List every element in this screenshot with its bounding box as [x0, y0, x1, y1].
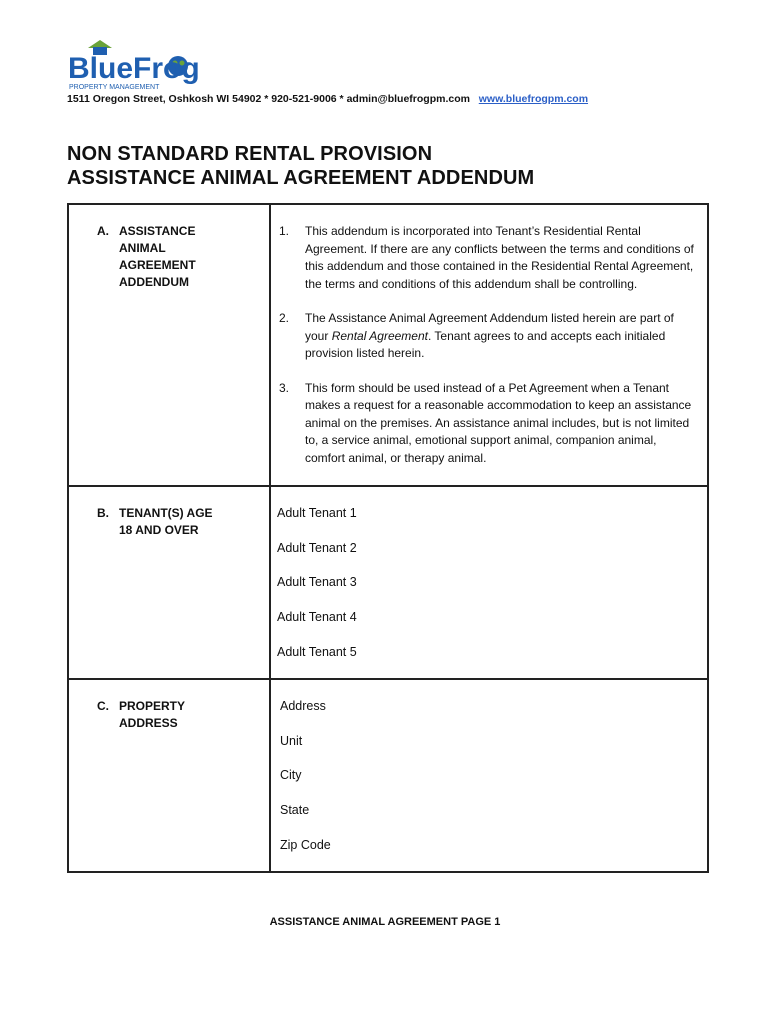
address-field[interactable]: Address [280, 699, 326, 713]
title-line-1: NON STANDARD RENTAL PROVISION [67, 143, 433, 165]
bluefrog-logo [66, 40, 211, 92]
section-c-letter: C. [97, 699, 109, 713]
adult-tenant-3-field[interactable]: Adult Tenant 3 [277, 575, 357, 590]
state-field[interactable]: State [280, 803, 310, 818]
zip-code-field[interactable]: Zip Code [280, 837, 331, 852]
section-b-label: TENANT(S) AGE 18 AND OVER [119, 506, 213, 537]
provision-item [279, 223, 697, 293]
logo-tagline: PROPERTY MANAGEMENT [69, 84, 160, 91]
contact-details: 1511 Oregon Street, Oshkosh WI 54902 * 920-521-9006 * admin@bluefrogpm.com [67, 93, 470, 105]
contact-line [67, 93, 588, 105]
section-c-content-cell [270, 679, 708, 872]
website-link[interactable]: www.bluefrogpm.com [478, 93, 589, 105]
title-line-2: ASSISTANCE ANIMAL AGREEMENT ADDENDUM [67, 167, 535, 189]
provision-number: 3. [279, 380, 290, 395]
adult-tenant-1-field[interactable]: Adult Tenant 1 [277, 506, 357, 520]
section-a-label: ASSISTANCE ANIMAL AGREEMENT ADDENDUM [119, 224, 196, 289]
provision-item [279, 380, 697, 468]
section-b-label-cell [68, 486, 270, 679]
addendum-table [67, 203, 709, 873]
page-footer: ASSISTANCE ANIMAL AGREEMENT PAGE 1 [269, 916, 501, 928]
section-b-letter: B. [97, 506, 109, 520]
provision-text: This form should be used instead of a Pet Agreement when a Tenant makes a request for a reasonable accommodation to keep an assistance animal on the premises. An assistance animal includes, but is not limited to, a service animal, emotional support animal, companion animal, comfort animal, or therapy animal. [305, 380, 692, 465]
provision-number: 1. [279, 224, 290, 238]
logo-wordmark: BlueFrog [68, 52, 200, 85]
section-c-label-cell [68, 679, 270, 872]
adult-tenant-5-field[interactable]: Adult Tenant 5 [277, 644, 357, 659]
adult-tenant-2-field[interactable]: Adult Tenant 2 [277, 540, 357, 555]
section-a-content-cell [270, 204, 708, 486]
provision-number: 2. [279, 311, 290, 325]
section-c-row [68, 679, 708, 872]
provision-item [279, 310, 697, 363]
section-b-row [68, 486, 708, 679]
section-b-content-cell [270, 486, 708, 679]
provision-text: This addendum is incorporated into Tenant’s Residential Rental Agreement. If there are any conflicts between the terms and conditions of this addendum and those contained in the Residential Rental Agreement, the terms and conditions of this addendum shall be controlling. [305, 224, 694, 291]
unit-field[interactable]: Unit [280, 733, 303, 748]
section-a-label-cell [68, 204, 270, 486]
city-field[interactable]: City [280, 768, 302, 783]
rental-agreement-italic: Rental Agreement [331, 328, 428, 343]
section-a-letter: A. [97, 224, 109, 238]
document-title [67, 142, 534, 190]
adult-tenant-4-field[interactable]: Adult Tenant 4 [277, 610, 357, 625]
provision-text: The Assistance Animal Agreement Addendum listed herein are part of your Rental Agreement. Tenant agrees to and accepts each initialed provision listed herein. [305, 311, 674, 360]
section-a-row [68, 204, 708, 486]
section-c-label: PROPERTY ADDRESS [119, 699, 185, 730]
